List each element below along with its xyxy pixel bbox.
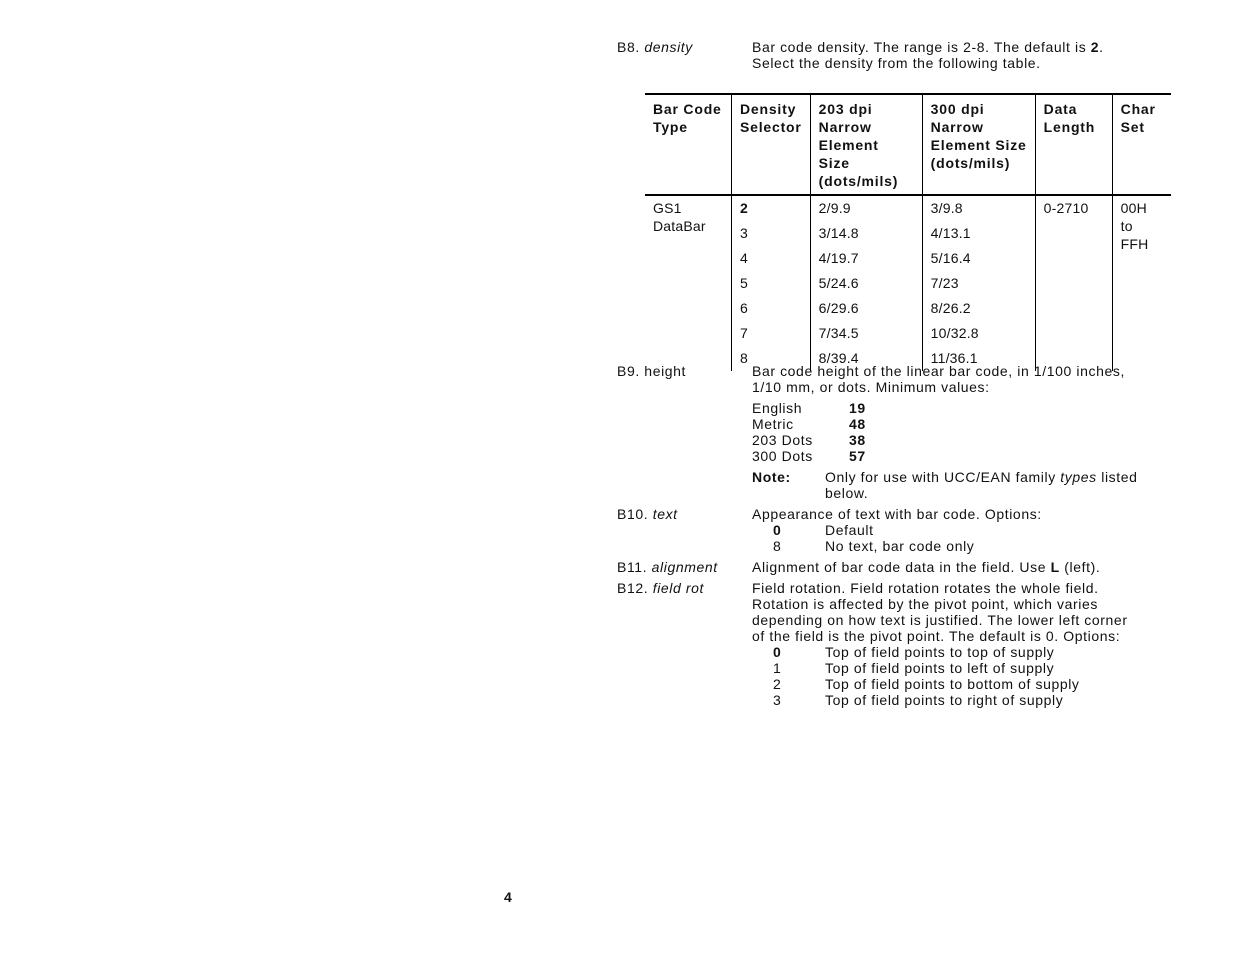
b12-desc-line: depending on how text is justified. The lower left corner — [752, 612, 1128, 628]
cell-300: 5/16.4 — [922, 246, 1035, 271]
option-text: Top of field points to top of supply — [825, 644, 1055, 660]
b8-default-value: 2 — [1090, 39, 1100, 55]
b12-description — [752, 580, 1192, 644]
header-char-set: Char Set — [1112, 94, 1171, 195]
cell-203: 4/19.7 — [810, 246, 922, 271]
b12-desc-line: Rotation is affected by the pivot point, which varies — [752, 596, 1098, 612]
b10-number: B10. — [617, 506, 649, 522]
cell-char-set: 00H to FFH — [1112, 195, 1171, 371]
value-number: 38 — [849, 432, 866, 448]
option-number: 0 — [773, 644, 782, 660]
list-item — [752, 692, 1080, 708]
list-item — [752, 660, 1080, 676]
b10-term-name: text — [652, 506, 678, 522]
b12-desc-line: of the field is the pivot point. The default is 0. Options: — [752, 628, 1121, 644]
b11-term — [617, 559, 718, 575]
value-label: Metric — [752, 416, 794, 432]
cell-selector: 2 — [732, 195, 811, 221]
header-203-dpi: 203 dpi Narrow Element Size (dots/mils) — [810, 94, 922, 195]
b12-options — [752, 644, 1080, 708]
b11-number: B11. — [617, 559, 648, 575]
option-number: 2 — [773, 676, 782, 692]
density-table — [645, 93, 1171, 371]
b12-desc-line: Field rotation. Field rotation rotates the whole field. — [752, 580, 1099, 596]
option-number: 1 — [773, 660, 782, 676]
header-bar-code-type: Bar Code Type — [645, 94, 732, 195]
cell-203: 7/34.5 — [810, 321, 922, 346]
option-text: Top of field points to left of supply — [825, 660, 1055, 676]
cell-300: 11/36.1 — [922, 346, 1035, 371]
b10-options — [752, 522, 974, 554]
cell-300: 8/26.2 — [922, 296, 1035, 321]
value-number: 57 — [849, 448, 866, 464]
value-number: 48 — [849, 416, 866, 432]
option-number: 0 — [773, 522, 782, 538]
b8-desc-period: . — [1099, 39, 1104, 55]
cell-selector: 8 — [732, 346, 811, 371]
cell-selector: 5 — [732, 271, 811, 296]
cell-selector: 3 — [732, 221, 811, 246]
table-header-row — [645, 94, 1171, 195]
cell-selector: 6 — [732, 296, 811, 321]
list-item — [752, 432, 866, 448]
b10-term — [617, 506, 678, 522]
b10-description: Appearance of text with bar code. Options: — [752, 506, 1042, 522]
cell-203: 2/9.9 — [810, 195, 922, 221]
b11-description: Alignment of bar code data in the field. Use L (left). — [752, 559, 1101, 575]
cell-selector: 7 — [732, 321, 811, 346]
b8-number: B8. — [617, 39, 640, 55]
b8-term — [617, 39, 693, 55]
b9-description — [752, 363, 1192, 395]
b9-minimum-values — [752, 400, 866, 464]
b9-desc-line2: 1/10 mm, or dots. Minimum values: — [752, 379, 990, 395]
b8-desc-line1 — [752, 39, 1192, 55]
header-density-selector: Density Selector — [732, 94, 811, 195]
cell-bar-code-type: GS1 DataBar — [653, 200, 706, 234]
list-item — [752, 538, 974, 554]
header-data-length: Data Length — [1035, 94, 1112, 195]
value-label: 203 Dots — [752, 432, 813, 448]
list-item — [752, 416, 866, 432]
option-text: No text, bar code only — [825, 538, 975, 554]
cell-300: 3/9.8 — [922, 195, 1035, 221]
list-item — [752, 676, 1080, 692]
b8-desc-text: Bar code density. The range is 2-8. The default is — [752, 39, 1091, 55]
b9-note — [752, 469, 1192, 501]
value-number: 19 — [849, 400, 866, 416]
option-text: Top of field points to bottom of supply — [825, 676, 1080, 692]
b9-desc-line1: Bar code height of the linear bar code, in 1/100 inches, — [752, 363, 1125, 379]
option-text: Top of field points to right of supply — [825, 692, 1064, 708]
cell-203: 6/29.6 — [810, 296, 922, 321]
cell-300: 4/13.1 — [922, 221, 1035, 246]
list-item — [752, 644, 1080, 660]
note-text: Only for use with UCC/EAN family types listed below. — [825, 469, 1138, 501]
cell-selector: 4 — [732, 246, 811, 271]
table-row — [645, 195, 1171, 221]
b8-desc-line2: Select the density from the following table. — [752, 55, 1041, 71]
cell-203: 3/14.8 — [810, 221, 922, 246]
b12-term-name: field rot — [652, 580, 705, 596]
b8-term-name: density — [644, 39, 693, 55]
option-number: 8 — [773, 538, 782, 554]
page-number: 4 — [504, 889, 513, 905]
b8-description — [752, 39, 1192, 71]
value-label: English — [752, 400, 803, 416]
b9-term: B9. height — [617, 363, 687, 379]
value-label: 300 Dots — [752, 448, 813, 464]
list-item — [752, 448, 866, 464]
list-item — [752, 400, 866, 416]
header-300-dpi: 300 dpi Narrow Element Size (dots/mils) — [922, 94, 1035, 195]
option-number: 3 — [773, 692, 782, 708]
cell-data-length: 0-2710 — [1035, 195, 1112, 371]
cell-300: 7/23 — [922, 271, 1035, 296]
b11-term-name: alignment — [651, 559, 718, 575]
list-item — [752, 522, 974, 538]
cell-300: 10/32.8 — [922, 321, 1035, 346]
cell-203: 8/39.4 — [810, 346, 922, 371]
b12-number: B12. — [617, 580, 649, 596]
b12-term — [617, 580, 704, 596]
option-text: Default — [825, 522, 874, 538]
cell-203: 5/24.6 — [810, 271, 922, 296]
note-label: Note: — [752, 469, 791, 485]
